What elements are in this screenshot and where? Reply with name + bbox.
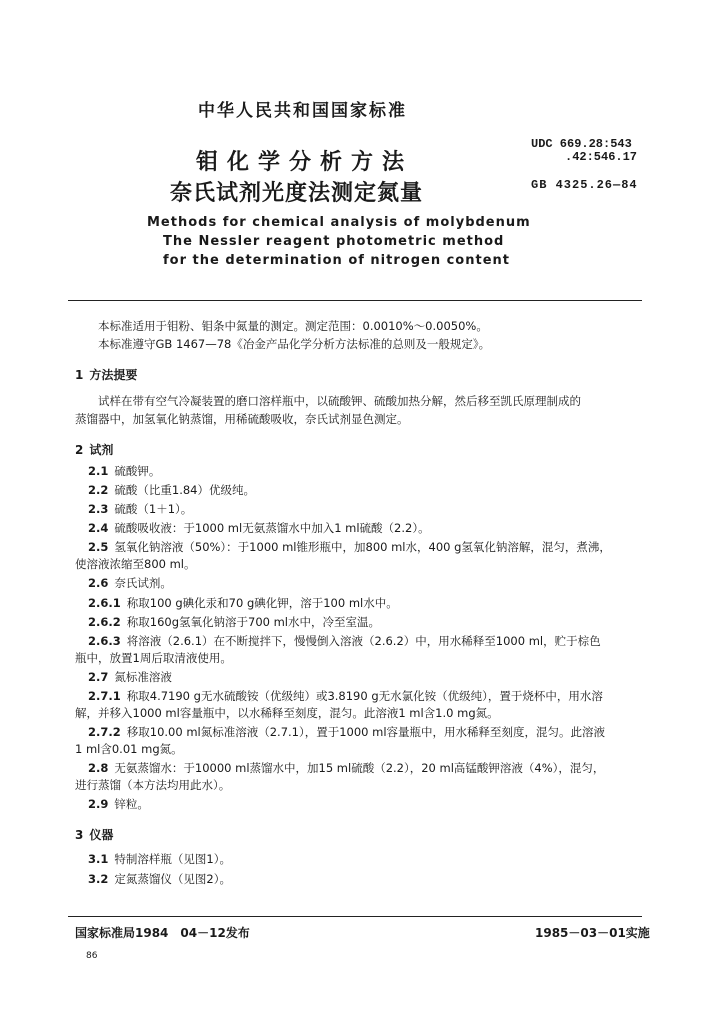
item-text: 称取100 g碘化汞和70 g碘化钾，溶于100 ml水中。 [126,596,398,610]
item-text: 称取160g氢氧化钠溶于700 ml水中，冷至室温。 [126,615,381,629]
item-number: 2.6.1 [88,596,121,610]
item-text: 锌粒。 [114,797,149,811]
item-number: 2.6 [88,576,109,590]
item-number: 2.5 [88,540,109,554]
list-item [88,851,231,868]
item-number: 2.3 [88,502,109,516]
section-title: 试剂 [89,443,114,457]
list-item [88,520,430,537]
item-text: 将溶液（2.6.1）在不断搅拌下，慢慢倒入溶液（2.6.2）中，用水稀释至1000 ml，贮于棕色 [126,634,601,648]
item-text: 氢氧化钠溶液（50%）：于1000 ml锥形瓶中，加800 ml水，400 g氢氧化钠溶解，混匀，煮沸， [114,540,611,554]
intro-compliance: 本标准遵守GB 1467—78《冶金产品化学分析方法标准的总则及一般规定》。 [98,337,491,351]
list-item [88,633,601,650]
effective-date: 1985－03－01实施 [535,926,650,940]
item-text: 1 ml含0.01 mg氮。 [75,742,183,756]
section-number: 2 [75,443,84,457]
section-number: 3 [75,828,84,842]
list-item [88,595,398,612]
item-text: 特制溶样瓶（见图1）。 [114,852,231,866]
list-item-continuation [75,650,232,667]
item-text: 硫酸吸收液：于1000 ml无氨蒸馏水中加入1 ml硫酸（2.2）。 [114,521,430,535]
udc-code-line2: .42:546.17 [565,150,638,164]
list-item-continuation [75,556,196,573]
list-item [88,688,603,705]
section-3-heading [75,826,113,843]
list-item-continuation [75,741,183,758]
intro-scope: 本标准适用于钼粉、钼条中氮量的测定。测定范围：0.0010%～0.0050%。 [98,319,488,333]
item-number: 2.7 [88,670,109,684]
item-text: 奈氏试剂。 [114,576,172,590]
item-number: 2.8 [88,761,109,775]
list-item [88,760,604,777]
list-item-continuation [75,777,230,794]
title-cn-main: 钼化学分析方法 [196,150,414,175]
item-number: 3.2 [88,872,109,886]
item-text: 使溶液浓缩至800 ml。 [75,557,196,571]
standard-title: 中华人民共和国国家标准 [198,101,407,121]
list-item [88,796,149,813]
item-number: 3.1 [88,852,109,866]
item-text: 移取10.00 ml氮标准溶液（2.7.1），置于1000 ml容量瓶中，用水稀释至刻度，混匀。此溶液 [126,725,606,739]
item-text: 硫酸钾。 [114,464,161,478]
udc-code-line1: UDC 669.28:543 [531,137,632,151]
list-item [88,724,605,741]
item-number: 2.4 [88,521,109,535]
item-text: 硫酸（比重1.84）优级纯。 [114,483,255,497]
item-number: 2.9 [88,797,109,811]
list-item-continuation [75,705,499,722]
title-en-line2: The Nessler reagent photometric method [163,234,505,249]
item-text: 硫酸（1＋1）。 [114,502,193,516]
item-number: 2.2 [88,483,109,497]
item-number: 2.6.3 [88,634,121,648]
page-number: 86 [86,951,98,961]
section-title: 方法提要 [89,368,138,382]
section-title: 仪器 [89,828,114,842]
item-number: 2.6.2 [88,615,121,629]
item-number: 2.1 [88,464,109,478]
item-text: 进行蒸馏（本方法均用此水）。 [75,778,231,792]
section-1-heading [75,366,137,383]
list-item [88,575,172,592]
section-1-text-line1: 试样在带有空气冷凝装置的磨口溶样瓶中，以硫酸钾、硫酸加热分解，然后移至凯氏原理制成的 [98,394,581,408]
section-2-heading [75,441,113,458]
item-text: 瓶中，放置1周后取清液使用。 [75,651,232,665]
title-cn-sub: 奈氏试剂光度法测定氮量 [170,181,424,206]
gb-code: GB 4325.26—84 [531,178,638,192]
list-item [88,501,192,518]
issued-date: 国家标准局1984 04－12发布 [75,926,250,940]
list-item [88,463,160,480]
footer-divider [68,916,642,917]
list-item [88,669,172,686]
header-divider [68,300,642,301]
list-item [88,539,611,556]
section-number: 1 [75,368,84,382]
item-number: 2.7.2 [88,725,121,739]
title-en-line3: for the determination of nitrogen content [163,253,510,268]
list-item [88,614,380,631]
title-en-line1: Methods for chemical analysis of molybdenum [147,215,531,230]
list-item [88,482,255,499]
item-text: 定氮蒸馏仪（见图2）。 [114,872,231,886]
item-text: 无氨蒸馏水：于10000 ml蒸馏水中，加15 ml硫酸（2.2），20 ml高锰酸钾溶液（4%），混匀， [114,761,605,775]
item-text: 氮标准溶液 [114,670,172,684]
list-item [88,871,231,888]
item-number: 2.7.1 [88,689,121,703]
item-text: 称取4.7190 g无水硫酸铵（优级纯）或3.8190 g无水氯化铵（优级纯），置于烧杯中，用水溶 [126,689,603,703]
item-text: 解，并移入1000 ml容量瓶中，以水稀释至刻度，混匀。此溶液1 ml含1.0 mg氮。 [75,706,499,720]
section-1-text-line2: 蒸馏器中，加氢氧化钠蒸馏，用稀硫酸吸收，奈氏试剂显色测定。 [75,412,409,426]
